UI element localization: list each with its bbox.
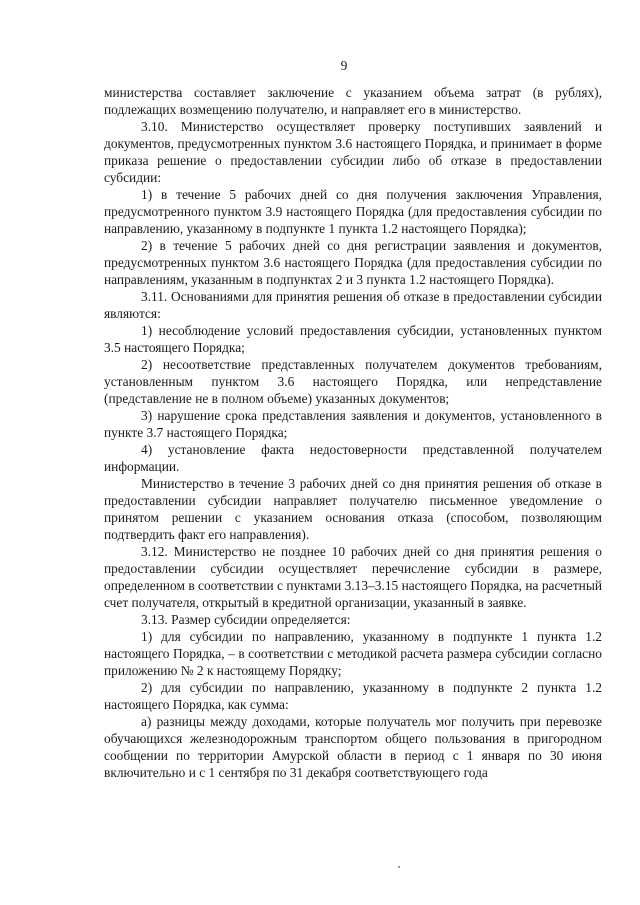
document-body	[104, 84, 602, 781]
paragraph-3-10-item-2: 2) в течение 5 рабочих дней со дня регистрации заявления и документов, предусмотренных пунктом 3.6 настоящего Порядка (для предоставления субсидии по направлениям, указанным в подпунктах 2 и 3 пункта 1.2 настоящего Порядка).	[104, 238, 602, 287]
paragraph-3-11: 3.11. Основаниями для принятия решения об отказе в предоставлении субсидии являются:	[104, 289, 602, 321]
paragraph-3-12: 3.12. Министерство не позднее 10 рабочих дней со дня принятия решения о предоставлении субсидии осуществляет перечисление субсидии в размере, определенном в соответствии с пунктами 3.13–3.15 настоящего Порядка, на расчетный счет получателя, открытый в кредитной организации, указанный в заявке.	[104, 544, 602, 610]
paragraph-3-13-item-2a: а) разницы между доходами, которые получатель мог получить при перевозке обучающихся железнодорожным транспортом общего пользования в пригородном сообщении по территории Амурской области в период с 1 января по 30 июня включительно и с 1 сентября по 31 декабря соответствующего года	[104, 714, 602, 780]
paragraph-3-13: 3.13. Размер субсидии определяется:	[141, 612, 351, 627]
paragraph-3-11-item-1: 1) несоблюдение условий предоставления субсидии, установленных пунктом 3.5 настоящего Порядка;	[104, 323, 602, 355]
paragraph-3-10: 3.10. Министерство осуществляет проверку поступивших заявлений и документов, предусмотренных пунктом 3.6 настоящего Порядка, и принимает в форме приказа решение о предоставлении субсидии либо об отказе в предоставлении субсидии:	[104, 119, 602, 185]
paragraph-3-10-item-1: 1) в течение 5 рабочих дней со дня получения заключения Управления, предусмотренного пунктом 3.9 настоящего Порядка (для предоставления субсидии по направлению, указанному в подпункте 1 пункта 1.2 настоящего Порядка);	[104, 187, 602, 236]
paragraph-3-11-item-3: 3) нарушение срока представления заявления и документов, установленного в пункте 3.7 настоящего Порядка;	[104, 408, 602, 440]
scan-speck	[398, 866, 400, 868]
paragraph-3-11-item-2: 2) несоответствие представленных получателем документов требованиям, установленным пунктом 3.6 настоящего Порядка, или непредставление (представление не в полном объеме) указанных документов;	[104, 357, 602, 406]
paragraph-3-13-item-1: 1) для субсидии по направлению, указанному в подпункте 1 пункта 1.2 настоящего Порядка, – в соответствии с методикой расчета размера субсидии согласно приложению № 2 к настоящему Порядку;	[104, 629, 602, 678]
paragraph-continuation: министерства составляет заключение с указанием объема затрат (в рублях), подлежащих возмещению получателю, и направляет его в министерство.	[104, 85, 602, 117]
paragraph-3-11-notice: Министерство в течение 3 рабочих дней со дня принятия решения об отказе в предоставлении субсидии направляет получателю письменное уведомление о принятом решении с указанием основания отказа (способом, позволяющим подтвердить факт его направления).	[104, 476, 602, 542]
paragraph-3-11-item-4: 4) установление факта недостоверности представленной получателем информации.	[104, 442, 602, 474]
page-number: 9	[340, 58, 348, 73]
paragraph-3-13-item-2: 2) для субсидии по направлению, указанному в подпункте 2 пункта 1.2 настоящего Порядка, как сумма:	[104, 680, 602, 712]
